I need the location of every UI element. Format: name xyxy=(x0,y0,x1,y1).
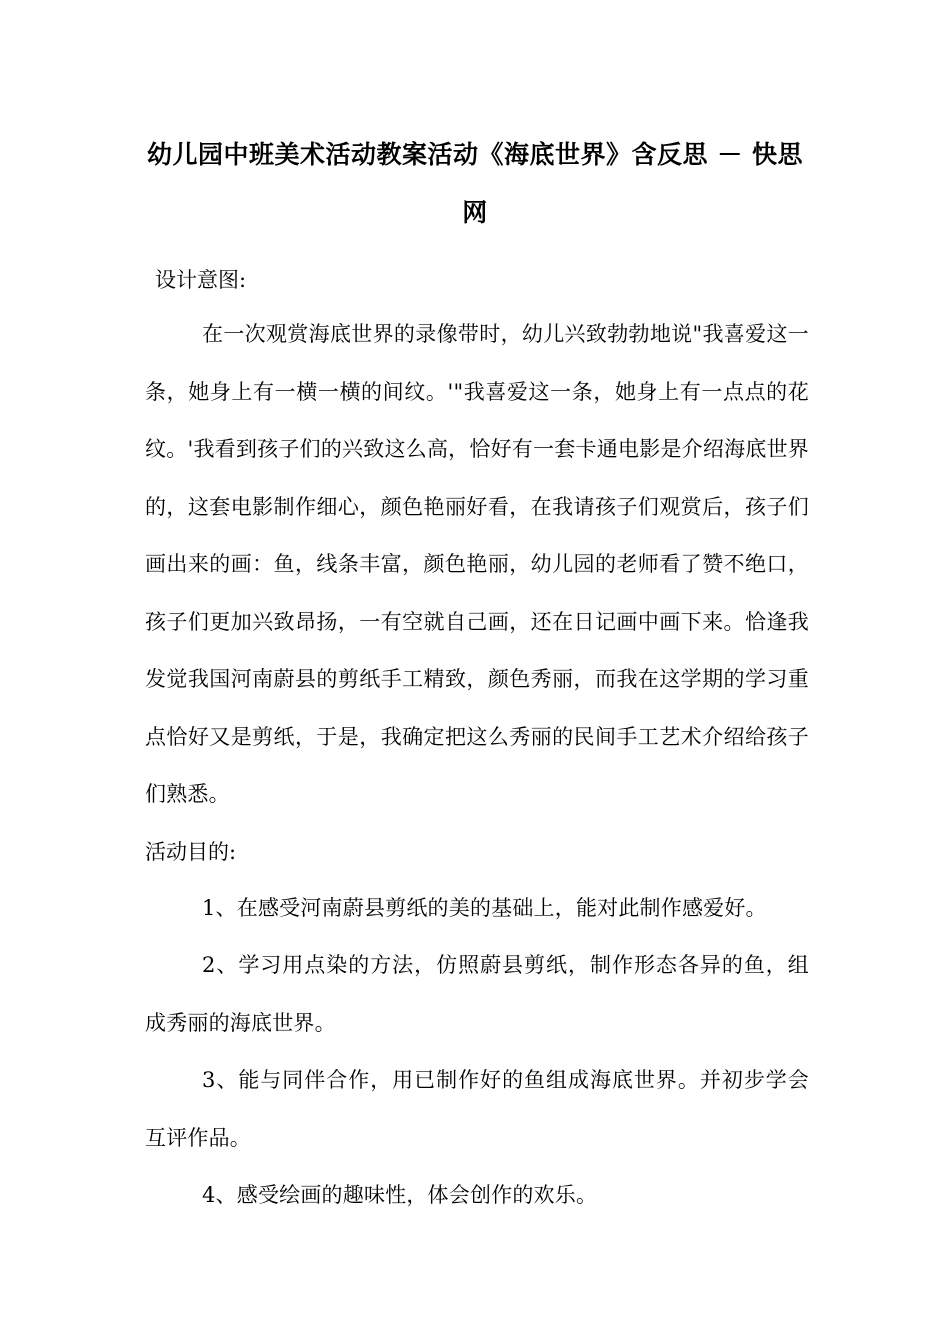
page-title: 幼儿园中班美术活动教案活动《海底世界》含反思 － 快思网 xyxy=(147,140,803,227)
goal-item-3: 3、能与同伴合作，用已制作好的鱼组成海底世界。并初步学会互评作品。 xyxy=(145,1068,809,1150)
activity-goals-heading: 活动目的: xyxy=(145,840,237,864)
design-intent-heading: 设计意图: xyxy=(155,268,247,292)
goal-item-4: 4、感受绘画的趣味性，体会创作的欢乐。 xyxy=(202,1183,598,1207)
design-intent-paragraph: 在一次观赏海底世界的录像带时，幼儿兴致勃勃地说"我喜爱这一条，她身上有一横一横的间纹。'"我喜爱这一条，她身上有一点点的花纹。'我看到孩子们的兴致这么高，恰好有一套卡通电影是介绍海底世界的，这套电影制作细心，颜色艳丽好看，在我请孩子们观赏后，孩子们画出来的画：鱼，线条丰富，颜色艳丽，幼儿园的老师看了赞不绝口，孩子们更加兴致昂扬，一有空就自己画，还在日记画中画下来。恰逢我发觉我国河南蔚县的剪纸手工精致，颜色秀丽，而我在这学期的学习重点恰好又是剪纸，于是，我确定把这么秀丽的民间手工艺术介绍给孩子们熟悉。 xyxy=(145,322,809,806)
goal-item-2: 2、学习用点染的方法，仿照蔚县剪纸，制作形态各异的鱼，组成秀丽的海底世界。 xyxy=(145,953,809,1035)
goal-item-1: 1、在感受河南蔚县剪纸的美的基础上，能对此制作感爱好。 xyxy=(202,896,767,920)
